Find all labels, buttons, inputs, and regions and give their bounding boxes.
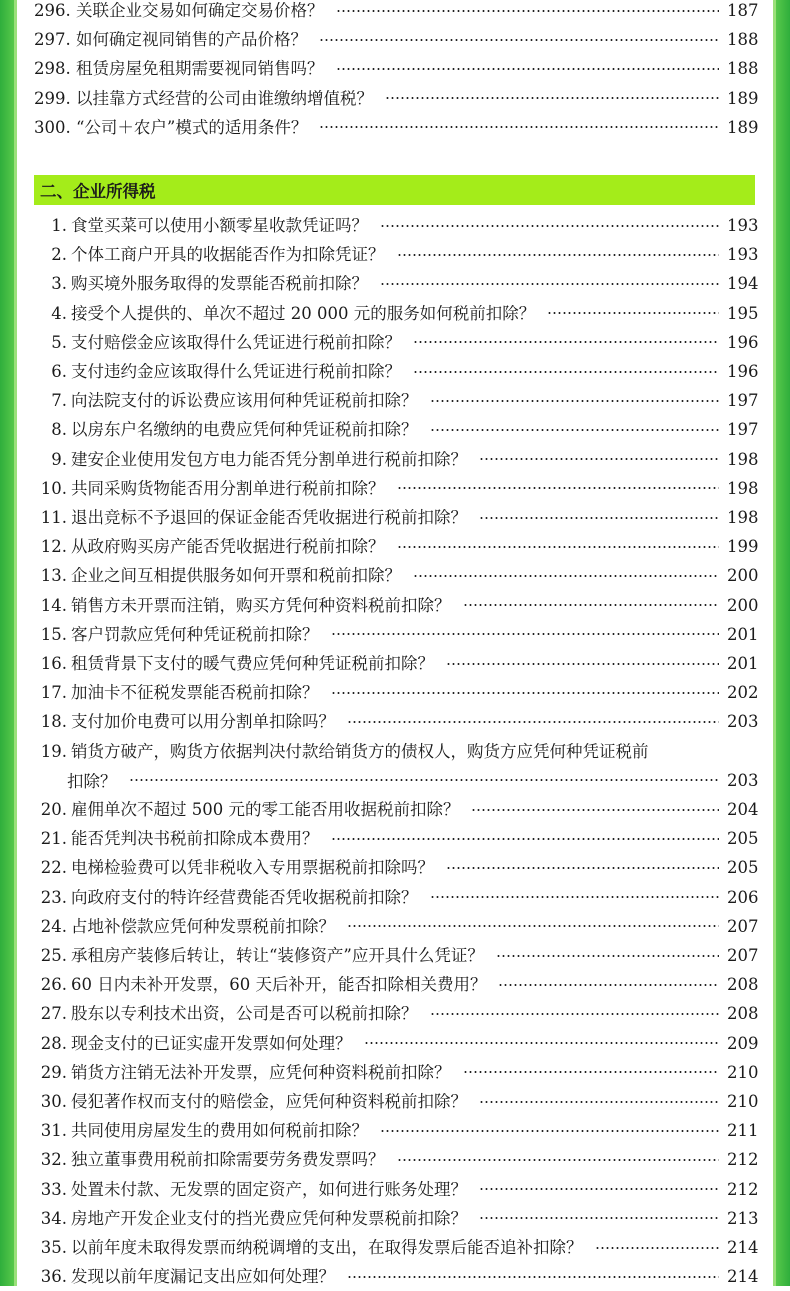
page-number: 201 [727,624,759,644]
entry-number: 6. [51,362,67,381]
dot-leader [397,546,720,548]
entry-number: 36. [40,1267,67,1287]
toc-entry[interactable] [34,912,759,941]
entry-number: 32. [40,1150,67,1170]
entry-question: 承租房产装修后转让，转让“装修资产”应开具什么凭证？ [71,946,484,965]
entry-question: 独立董事费用税前扣除需要劳务费发票吗？ [71,1150,385,1170]
right-border-highlight [773,0,776,1286]
entry-number: 7. [51,391,67,411]
toc-entry[interactable] [34,474,759,503]
entry-question: 建安企业使用发包方电力能否凭分割单进行税前扣除？ [71,449,467,469]
page-number: 212 [727,1179,759,1199]
page-number: 188 [727,30,759,50]
toc-entry-continuation[interactable] [67,766,759,795]
dot-leader [413,341,719,343]
toc-entry[interactable] [34,84,759,113]
toc-entry[interactable] [34,883,759,912]
entry-number: 11. [40,508,67,527]
entry-question: 租赁房屋免租期需要视同销售吗？ [76,59,324,79]
toc-entry[interactable] [34,561,759,590]
page-number: 187 [727,1,759,20]
toc-entry[interactable] [34,357,759,386]
entry-number: 8. [51,420,67,440]
entry-question: 从政府购买房产能否凭收据进行税前扣除？ [71,537,385,557]
dot-leader [479,1188,719,1190]
page-number: 205 [727,829,759,849]
toc-entry[interactable] [34,113,759,142]
page-number: 189 [727,88,759,108]
entry-question: 客户罚款应凭何种凭证税前扣除？ [71,624,319,644]
entry-question: 支付赔偿金应该取得什么凭证进行税前扣除？ [71,332,401,352]
entry-question: 支付违约金应该取得什么凭证进行税前扣除？ [71,362,401,381]
entry-question: 接受个人提供的、单次不超过 20 000 元的服务如何税前扣除？ [71,303,536,323]
entry-question: 食堂买菜可以使用小额零星收款凭证吗？ [71,216,368,235]
dot-leader [446,663,719,665]
entry-number: 33. [40,1179,67,1199]
page-number: 198 [727,478,759,498]
entry-question: 以房东户名缴纳的电费应凭何种凭证税前扣除？ [71,420,418,440]
dot-leader [347,925,719,927]
dot-leader [397,1159,720,1161]
section-title: 二、企业所得税 [40,182,156,201]
dot-leader [380,225,719,227]
page-number: 199 [727,537,759,557]
toc-entry[interactable] [34,386,759,415]
entry-question: 能否凭判决书税前扣除成本费用？ [71,829,319,849]
dot-leader [479,1217,719,1219]
entry-number: 296. [34,1,71,20]
entry-number: 299. [34,88,71,108]
toc-entry[interactable] [34,970,759,999]
entry-number: 23. [40,887,67,907]
entry-number: 13. [40,566,67,586]
page-number: 204 [727,800,759,819]
page-number: 201 [727,654,759,673]
entry-question: 销货方注销无法补开发票，应凭何种资料税前扣除？ [71,1062,451,1082]
entry-number: 298. [34,59,71,79]
dot-leader [479,1101,719,1103]
left-border [0,0,14,1286]
dot-leader [380,1130,719,1132]
page-number: 198 [727,449,759,469]
page-number: 197 [727,391,759,411]
entry-question: 如何确定视同销售的产品价格？ [76,30,307,50]
toc-entry[interactable] [34,591,759,620]
page-number: 200 [727,566,759,586]
page-number: 195 [727,303,759,323]
entry-number: 22. [40,858,67,878]
entry-number: 14. [40,595,67,615]
entry-question: 租赁背景下支付的暖气费应凭何种凭证税前扣除？ [71,654,434,673]
entry-number: 18. [40,712,67,732]
dot-leader [430,896,720,898]
entry-number: 31. [40,1121,67,1141]
entry-question: 购买境外服务取得的发票能否税前扣除？ [71,274,368,294]
entry-question: 60 日内未补开发票，60 天后补开，能否扣除相关费用？ [71,975,487,995]
toc-entry[interactable] [34,1116,759,1145]
page-number: 198 [727,508,759,527]
entry-number: 12. [40,537,67,557]
dot-leader [331,633,720,635]
entry-number: 21. [40,829,67,849]
section-heading [34,175,755,205]
dot-leader [385,97,719,99]
entry-question: 共同使用房屋发生的费用如何税前扣除？ [71,1121,368,1141]
toc-entry[interactable] [34,532,759,561]
entry-number: 20. [40,800,67,819]
entry-number: 28. [40,1033,67,1053]
toc-entry[interactable] [34,1233,759,1262]
dot-leader [479,458,719,460]
entry-number: 297. [34,30,71,50]
dot-leader [336,10,720,12]
entry-number: 24. [40,916,67,936]
entry-question: 侵犯著作权而支付的赔偿金，应凭何种资料税前扣除？ [71,1092,467,1111]
entry-question: 向法院支付的诉讼费应该用何种凭证税前扣除？ [71,391,418,411]
dot-leader [347,1276,719,1278]
dot-leader [336,68,720,70]
entry-question-continuation: 扣除？ [67,772,117,792]
page-number: 205 [727,858,759,878]
entry-question: 房地产开发企业支付的挡光费应凭何种发票税前扣除？ [71,1208,467,1228]
toc-entry[interactable] [34,737,755,766]
dot-leader [331,838,720,840]
entry-question: 销货方破产，购货方依据判决付款给销货方的债权人，购货方应凭何种凭证税前 [71,741,649,761]
toc-entry[interactable] [34,328,759,357]
toc-entry[interactable] [34,25,759,54]
entry-number: 17. [40,683,67,703]
entry-question: 处置未付款、无发票的固定资产，如何进行账务处理？ [71,1179,467,1199]
right-border [776,0,790,1286]
page-number: 212 [727,1150,759,1170]
page-number: 211 [727,1121,759,1141]
page-number: 213 [727,1208,759,1228]
page-number: 209 [727,1033,759,1053]
entry-number: 30. [40,1092,67,1111]
page-number: 193 [727,245,759,265]
entry-question: 退出竞标不予退回的保证金能否凭收据进行税前扣除？ [71,508,467,527]
toc-entry[interactable] [34,1087,759,1116]
entry-number: 9. [51,449,67,469]
toc-entry[interactable] [34,824,759,853]
toc-entry[interactable] [34,678,759,707]
entry-question: 发现以前年度漏记支出应如何处理？ [71,1267,335,1287]
toc-entry[interactable] [34,269,759,298]
dot-leader [430,400,720,402]
entry-number: 35. [40,1238,67,1257]
page-number: 214 [727,1267,759,1287]
entry-number: 29. [40,1062,67,1082]
dot-leader [380,283,719,285]
toc-entry[interactable] [34,1204,759,1233]
dot-leader [496,955,719,957]
toc-entry[interactable] [34,853,759,882]
toc-entry[interactable] [34,1058,759,1087]
dot-leader [413,575,719,577]
page-number: 196 [727,332,759,352]
dot-leader [595,1247,720,1249]
entry-number: 4. [51,303,67,323]
entry-number: 2. [51,245,67,265]
dot-leader [547,312,719,314]
entry-question: 电梯检验费可以凭非税收入专用票据税前扣除吗？ [71,858,434,878]
dot-leader [319,39,719,41]
page-number: 208 [727,975,759,995]
toc-entry[interactable] [34,1175,759,1204]
entry-number: 34. [40,1208,67,1228]
entry-number: 25. [40,946,67,965]
entry-number: 3. [51,274,67,294]
dot-leader [498,984,719,986]
entry-number: 300. [34,117,71,137]
toc-entry[interactable] [34,941,759,970]
toc-entry[interactable] [34,1262,759,1291]
toc-entry[interactable] [34,299,759,328]
dot-leader [319,126,719,128]
entry-number: 5. [51,332,67,352]
page-number: 206 [727,887,759,907]
page-number: 214 [727,1238,759,1257]
page-number: 196 [727,362,759,381]
entry-question: 共同采购货物能否用分割单进行税前扣除？ [71,478,385,498]
entry-number: 27. [40,1004,67,1024]
toc-entry[interactable] [34,620,759,649]
dot-leader [397,254,720,256]
page-number: 188 [727,59,759,79]
page-number: 200 [727,595,759,615]
dot-leader [463,604,720,606]
toc-entry[interactable] [34,54,759,83]
page-number: 207 [727,916,759,936]
entry-question: 向政府支付的特许经营费能否凭收据税前扣除？ [71,887,418,907]
toc-entry[interactable] [34,1145,759,1174]
entry-number: 26. [40,975,67,995]
dot-leader [430,429,720,431]
toc-entry[interactable] [34,211,759,240]
entry-question: 以挂靠方式经营的公司由谁缴纳增值税？ [76,88,373,108]
entry-number: 15. [40,624,67,644]
entry-question: 关联企业交易如何确定交易价格？ [76,1,324,20]
entry-number: 16. [40,654,67,673]
entry-question: 雇佣单次不超过 500 元的零工能否用收据税前扣除？ [71,800,460,819]
page-number: 203 [727,770,759,790]
toc-entry[interactable] [34,445,759,474]
toc-entry[interactable] [34,999,759,1028]
toc-entry[interactable] [34,503,759,532]
entry-number: 1. [51,216,67,235]
dot-leader [446,867,719,869]
dot-leader [479,517,719,519]
entry-question: 个体工商户开具的收据能否作为扣除凭证？ [71,245,385,265]
entry-question: 加油卡不征税发票能否税前扣除？ [71,683,319,703]
toc-entry[interactable] [34,0,759,25]
toc-entry[interactable] [34,649,759,678]
page-number: 194 [727,274,759,294]
entry-question: 支付加价电费可以用分割单扣除吗？ [71,712,335,732]
dot-leader [471,809,719,811]
dot-leader [364,1042,720,1044]
toc-entry[interactable] [34,240,759,269]
left-border-highlight [14,0,17,1286]
entry-question: 占地补偿款应凭何种发票税前扣除？ [71,916,335,936]
page-number: 193 [727,216,759,235]
toc-entry[interactable] [34,795,759,824]
page-number: 208 [727,1004,759,1024]
dot-leader [129,779,720,781]
page-number: 189 [727,117,759,137]
entry-question: 现金支付的已证实虚开发票如何处理？ [71,1033,352,1053]
toc-entry[interactable] [34,707,759,736]
page-number: 202 [727,683,759,703]
entry-question: 销售方未开票而注销，购买方凭何种资料税前扣除？ [71,595,451,615]
entry-question: “公司＋农户”模式的适用条件？ [76,117,308,137]
entry-question: 企业之间互相提供服务如何开票和税前扣除？ [71,566,401,586]
dot-leader [413,371,719,373]
page-number: 210 [727,1062,759,1082]
page-number: 197 [727,420,759,440]
entry-question: 以前年度未取得发票而纳税调增的支出，在取得发票后能否追补扣除？ [71,1238,583,1257]
dot-leader [397,487,720,489]
toc-entry[interactable] [34,1029,759,1058]
page-number: 210 [727,1092,759,1111]
page-number: 203 [727,712,759,732]
dot-leader [463,1071,720,1073]
page-number: 207 [727,946,759,965]
dot-leader [347,721,719,723]
entry-number: 19. [40,741,67,761]
dot-leader [331,692,720,694]
entry-question: 股东以专利技术出资，公司是否可以税前扣除？ [71,1004,418,1024]
dot-leader [430,1013,720,1015]
toc-entry[interactable] [34,415,759,444]
entry-number: 10. [40,478,67,498]
